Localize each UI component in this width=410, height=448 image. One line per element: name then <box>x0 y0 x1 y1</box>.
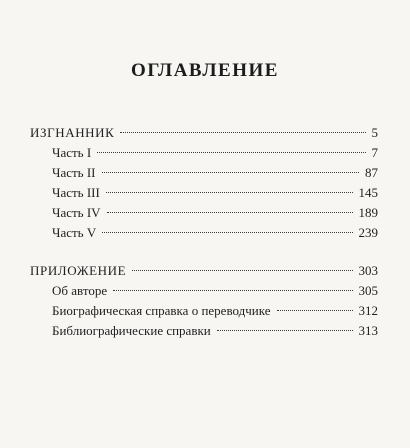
toc-page-number: 87 <box>365 165 378 180</box>
dot-leader <box>120 132 365 133</box>
toc-entry-label: Часть III <box>52 185 100 200</box>
toc-entry-label: Часть IV <box>52 205 101 220</box>
toc-entry[interactable] <box>30 281 378 301</box>
toc-entry[interactable] <box>30 183 378 203</box>
toc-page-number: 189 <box>358 205 378 220</box>
toc-entry[interactable] <box>30 163 378 183</box>
dot-leader <box>106 192 353 193</box>
toc-entry-label: Часть V <box>52 225 97 240</box>
toc-page-number: 305 <box>358 283 378 298</box>
toc-page-number: 303 <box>358 263 378 278</box>
toc-section-appendix <box>30 261 378 341</box>
toc-entry[interactable] <box>30 321 378 341</box>
toc-page-number: 313 <box>358 323 378 338</box>
toc-entry-label: Библиографические справки <box>52 323 211 338</box>
table-of-contents <box>30 123 378 341</box>
dot-leader <box>102 172 359 173</box>
toc-page-number: 7 <box>371 145 378 160</box>
toc-page-number: 145 <box>358 185 378 200</box>
toc-entry[interactable] <box>30 203 378 223</box>
dot-leader <box>132 270 352 271</box>
toc-page-number: 239 <box>358 225 378 240</box>
toc-entry[interactable] <box>30 301 378 321</box>
toc-heading-label: ПРИЛОЖЕНИЕ <box>30 263 127 278</box>
dot-leader <box>107 212 353 213</box>
toc-heading-label: ИЗГНАННИК <box>30 125 115 140</box>
page-title: ОГЛАВЛЕНИЕ <box>131 60 279 81</box>
dot-leader <box>102 232 352 233</box>
dot-leader <box>97 152 365 153</box>
toc-section-exile <box>30 123 378 243</box>
toc-heading[interactable] <box>30 261 378 281</box>
toc-entry-label: Часть I <box>52 145 92 160</box>
toc-heading[interactable] <box>30 123 378 143</box>
dot-leader <box>113 290 352 291</box>
toc-entry-label: Биографическая справка о переводчике <box>52 303 271 318</box>
dot-leader <box>277 310 353 311</box>
dot-leader <box>217 330 353 331</box>
toc-entry[interactable] <box>30 143 378 163</box>
toc-page-number: 312 <box>358 303 378 318</box>
toc-entry[interactable] <box>30 223 378 243</box>
toc-entry-label: Часть II <box>52 165 96 180</box>
toc-entry-label: Об авторе <box>52 283 108 298</box>
toc-page-number: 5 <box>371 125 378 140</box>
